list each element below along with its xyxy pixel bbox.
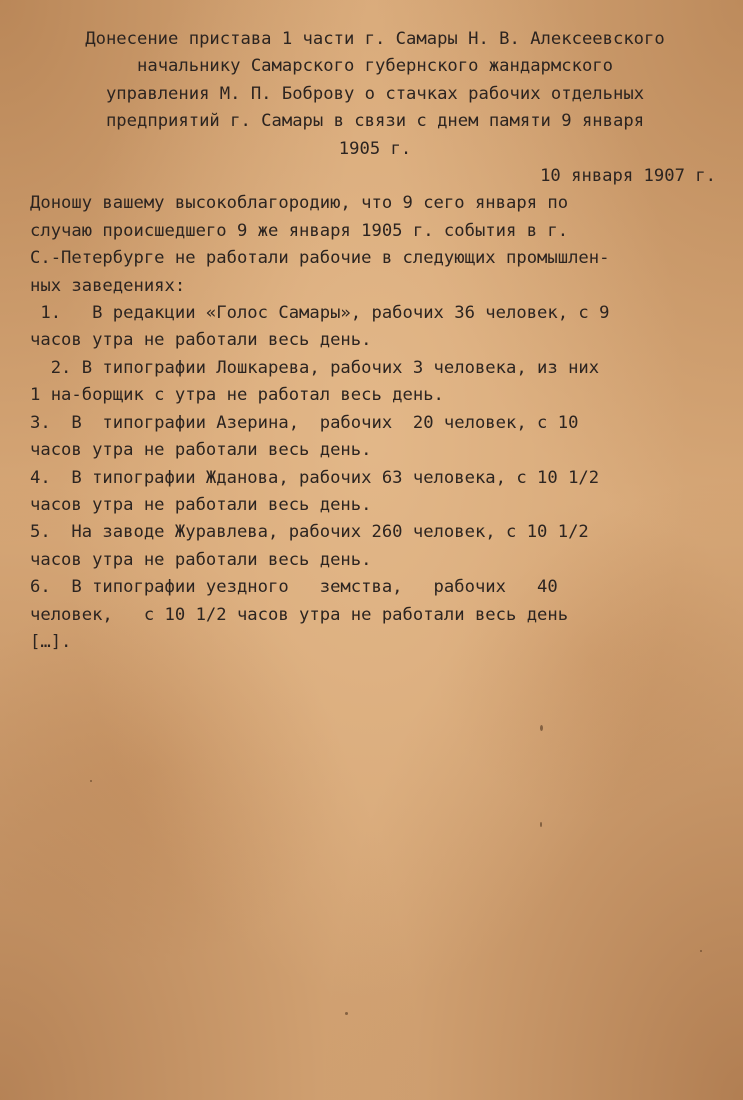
- ellipsis-end: […].: [30, 631, 72, 652]
- document-text: [30, 26, 720, 656]
- paper-speck: [345, 1012, 348, 1015]
- body-line: человек, с 10 1/2 часов утра не работали весь день: [30, 604, 569, 625]
- title-line: предприятий г. Самары в связи с днем памяти 9 января: [105, 111, 645, 132]
- body-line: случаю происшедшего 9 же января 1905 г. события в г.: [30, 220, 569, 241]
- title-line: управления М. П. Боброву о стачках рабочих отдельных: [105, 83, 645, 104]
- body-line: часов утра не работали весь день.: [30, 549, 372, 570]
- list-item-5: 5. На заводе Журавлева, рабочих 260 человек, с 10 1/2: [30, 522, 589, 543]
- list-item-1: 1. В редакции «Голос Самары», рабочих 36 человек, с 9: [30, 303, 610, 324]
- body-line: ных заведениях:: [30, 275, 186, 296]
- list-item-4: 4. В типографии Жданова, рабочих 63 человека, с 10 1/2: [30, 467, 600, 488]
- body-line: часов утра не работали весь день.: [30, 330, 372, 351]
- body-line: часов утра не работали весь день.: [30, 440, 372, 461]
- document-title: [30, 26, 720, 163]
- paper-speck: [540, 725, 543, 731]
- title-line: 1905 г.: [338, 138, 412, 159]
- list-item-6: 6. В типографии уездного земства, рабочих 40: [30, 577, 558, 598]
- list-item-2: 2. В типографии Лошкарева, рабочих 3 человека, из них: [30, 357, 600, 378]
- body-line: Доношу вашему высокоблагородию, что 9 сего января по: [30, 193, 569, 214]
- document-date: 10 января 1907 г.: [540, 166, 716, 187]
- document-body: [30, 190, 720, 656]
- paper-speck: [90, 780, 92, 782]
- title-line: Донесение пристава 1 части г. Самары Н. В. Алексеевского: [85, 29, 665, 49]
- body-line: часов утра не работали весь день.: [30, 494, 372, 515]
- body-line: С.-Петербурге не работали рабочие в следующих промышлен-: [30, 248, 610, 269]
- paper-speck: [700, 950, 702, 952]
- body-line: 1 на-борщик с утра не работал весь день.: [30, 385, 444, 406]
- title-line: начальнику Самарского губернского жандармского: [137, 56, 613, 77]
- paper-speck: [540, 822, 542, 827]
- list-item-3: 3. В типографии Азерина, рабочих 20 человек, с 10: [30, 412, 579, 433]
